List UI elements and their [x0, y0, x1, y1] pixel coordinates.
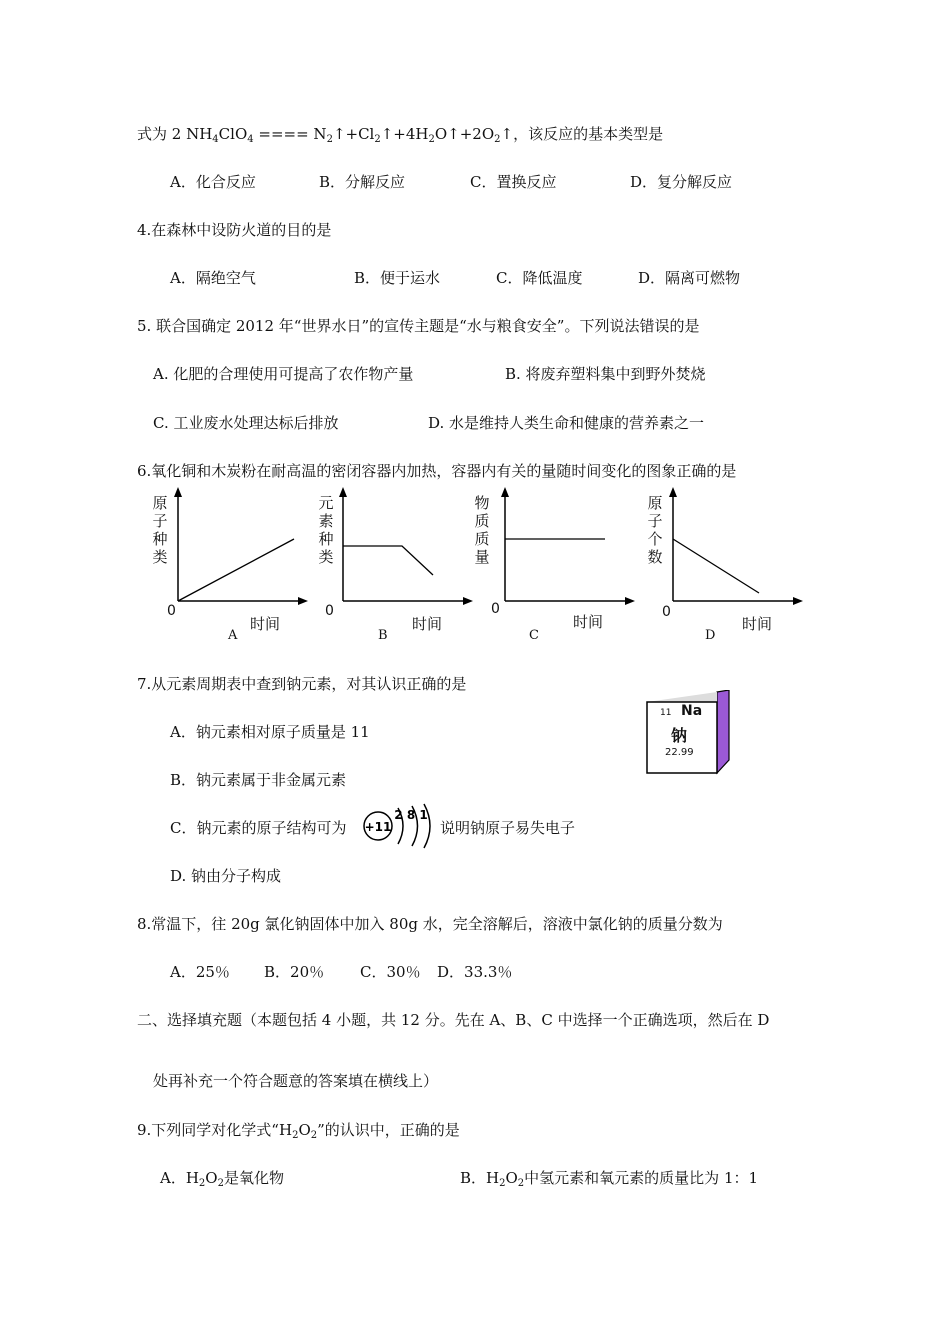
- graph-a-x-arrow: [298, 597, 308, 605]
- graph-b: [325, 485, 475, 610]
- q4-option-a: A．隔绝空气: [170, 269, 256, 287]
- q4-option-d: D．隔离可燃物: [638, 269, 741, 287]
- graph-a-ylabel: 原 子 种 类: [152, 494, 168, 566]
- graph-d-y-arrow: [669, 487, 677, 497]
- q5-option-b: B. 将废弃塑料集中到野外焚烧: [505, 365, 706, 383]
- graph-a-letter: A: [228, 628, 238, 643]
- q9-option-b: B．$H_2O_2$中氢元素和氧元素的质量比为 1：1: [460, 1169, 759, 1189]
- graph-d-letter: D: [705, 628, 716, 643]
- q3-option-d: D．复分解反应: [630, 173, 733, 191]
- graph-c-ylabel: 物 质 质 量: [474, 494, 490, 566]
- q5-option-c: C. 工业废水处理达标后排放: [153, 414, 339, 432]
- sodium-atom-structure-diagram: [360, 802, 436, 854]
- graph-c: [487, 485, 637, 610]
- q7-option-a: A．钠元素相对原子质量是 11: [170, 723, 370, 741]
- q7-option-c: C．钠元素的原子结构可为: [170, 819, 347, 837]
- graph-c-letter: C: [529, 628, 539, 643]
- sodium-element-card: [645, 690, 730, 775]
- q5-stem: 5. 联合国确定 2012 年“世界水日”的宣传主题是“水与粮食安全”。下列说法错误的是: [137, 317, 700, 335]
- q9-option-a: A．$H_2O_2$是氧化物: [160, 1169, 284, 1189]
- graph-a-origin: 0: [167, 603, 176, 619]
- q3-option-b: B．分解反应: [319, 173, 406, 191]
- atom-shell-electrons: 2 8 1: [394, 808, 428, 822]
- q3-formula-line: 式为 2 $NH_4ClO_4$ ==== $N_2↑+Cl_2↑+4H_2O↑+2O_2↑$，该反应的基本类型是: [137, 125, 664, 145]
- element-name: 钠: [671, 726, 688, 745]
- q8-stem: 8.常温下，往 20g 氯化钠固体中加入 80g 水，完全溶解后，溶液中氯化钠的质量分数为: [137, 915, 723, 933]
- q4-option-c: C．降低温度: [496, 269, 583, 287]
- q8-option-c: C．30％: [360, 963, 421, 981]
- q5-option-d: D. 水是维持人类生命和健康的营养素之一: [428, 414, 705, 432]
- q3-option-c: C．置换反应: [470, 173, 557, 191]
- graph-d-xlabel: 时间: [742, 615, 773, 633]
- element-atomic-number: 11: [660, 708, 672, 718]
- graph-d-origin: 0: [662, 604, 671, 620]
- graph-a-line: [178, 539, 294, 601]
- graph-d: [655, 485, 805, 610]
- q4-stem: 4.在森林中设防火道的目的是: [137, 221, 332, 239]
- graph-b-y-arrow: [339, 487, 347, 497]
- q8-option-d: D．33.3％: [437, 963, 513, 981]
- q4-option-b: B．便于运水: [354, 269, 441, 287]
- graph-b-ylabel: 元 素 种 类: [318, 494, 334, 566]
- element-symbol: Na: [681, 703, 703, 719]
- graph-b-line: [343, 546, 433, 575]
- section2-heading-line1: 二、选择填充题（本题包括 4 小题，共 12 分。先在 A、B、C 中选择一个正确选项，然后在 D: [137, 1011, 770, 1029]
- q8-option-a: A．25％: [170, 963, 230, 981]
- graph-a: [160, 485, 310, 610]
- element-atomic-mass: 22.99: [665, 747, 694, 758]
- graph-c-y-arrow: [501, 487, 509, 497]
- graph-b-letter: B: [378, 628, 388, 643]
- graph-d-x-arrow: [793, 597, 803, 605]
- graph-b-x-arrow: [463, 597, 473, 605]
- q7-stem: 7.从元素周期表中查到钠元素，对其认识正确的是: [137, 675, 467, 693]
- q5-option-a: A. 化肥的合理使用可提高了农作物产量: [153, 365, 414, 383]
- q6-stem: 6.氧化铜和木炭粉在耐高温的密闭容器内加热，容器内有关的量随时间变化的图象正确的是: [137, 462, 737, 480]
- q9-stem: 9.下列同学对化学式“$H_2O_2$”的认识中，正确的是: [137, 1121, 460, 1141]
- q3-option-a: A．化合反应: [170, 173, 256, 191]
- q7-option-b: B．钠元素属于非金属元素: [170, 771, 347, 789]
- graph-b-xlabel: 时间: [412, 615, 443, 633]
- graph-a-y-arrow: [174, 487, 182, 497]
- section2-heading-line2: 处再补充一个符合题意的答案填在横线上）: [153, 1072, 439, 1090]
- graph-d-line: [673, 539, 759, 593]
- atom-nucleus-label: +11: [364, 820, 392, 834]
- q8-option-b: B．20％: [264, 963, 325, 981]
- graph-c-origin: 0: [491, 601, 500, 617]
- graph-d-ylabel: 原 子 个 数: [647, 494, 663, 566]
- graph-a-xlabel: 时间: [250, 615, 281, 633]
- q7-option-c-suffix: 说明钠原子易失电子: [440, 819, 576, 837]
- graph-b-origin: 0: [325, 603, 334, 619]
- graph-c-x-arrow: [625, 597, 635, 605]
- q7-option-d: D. 钠由分子构成: [170, 867, 282, 885]
- graph-c-xlabel: 时间: [573, 613, 604, 631]
